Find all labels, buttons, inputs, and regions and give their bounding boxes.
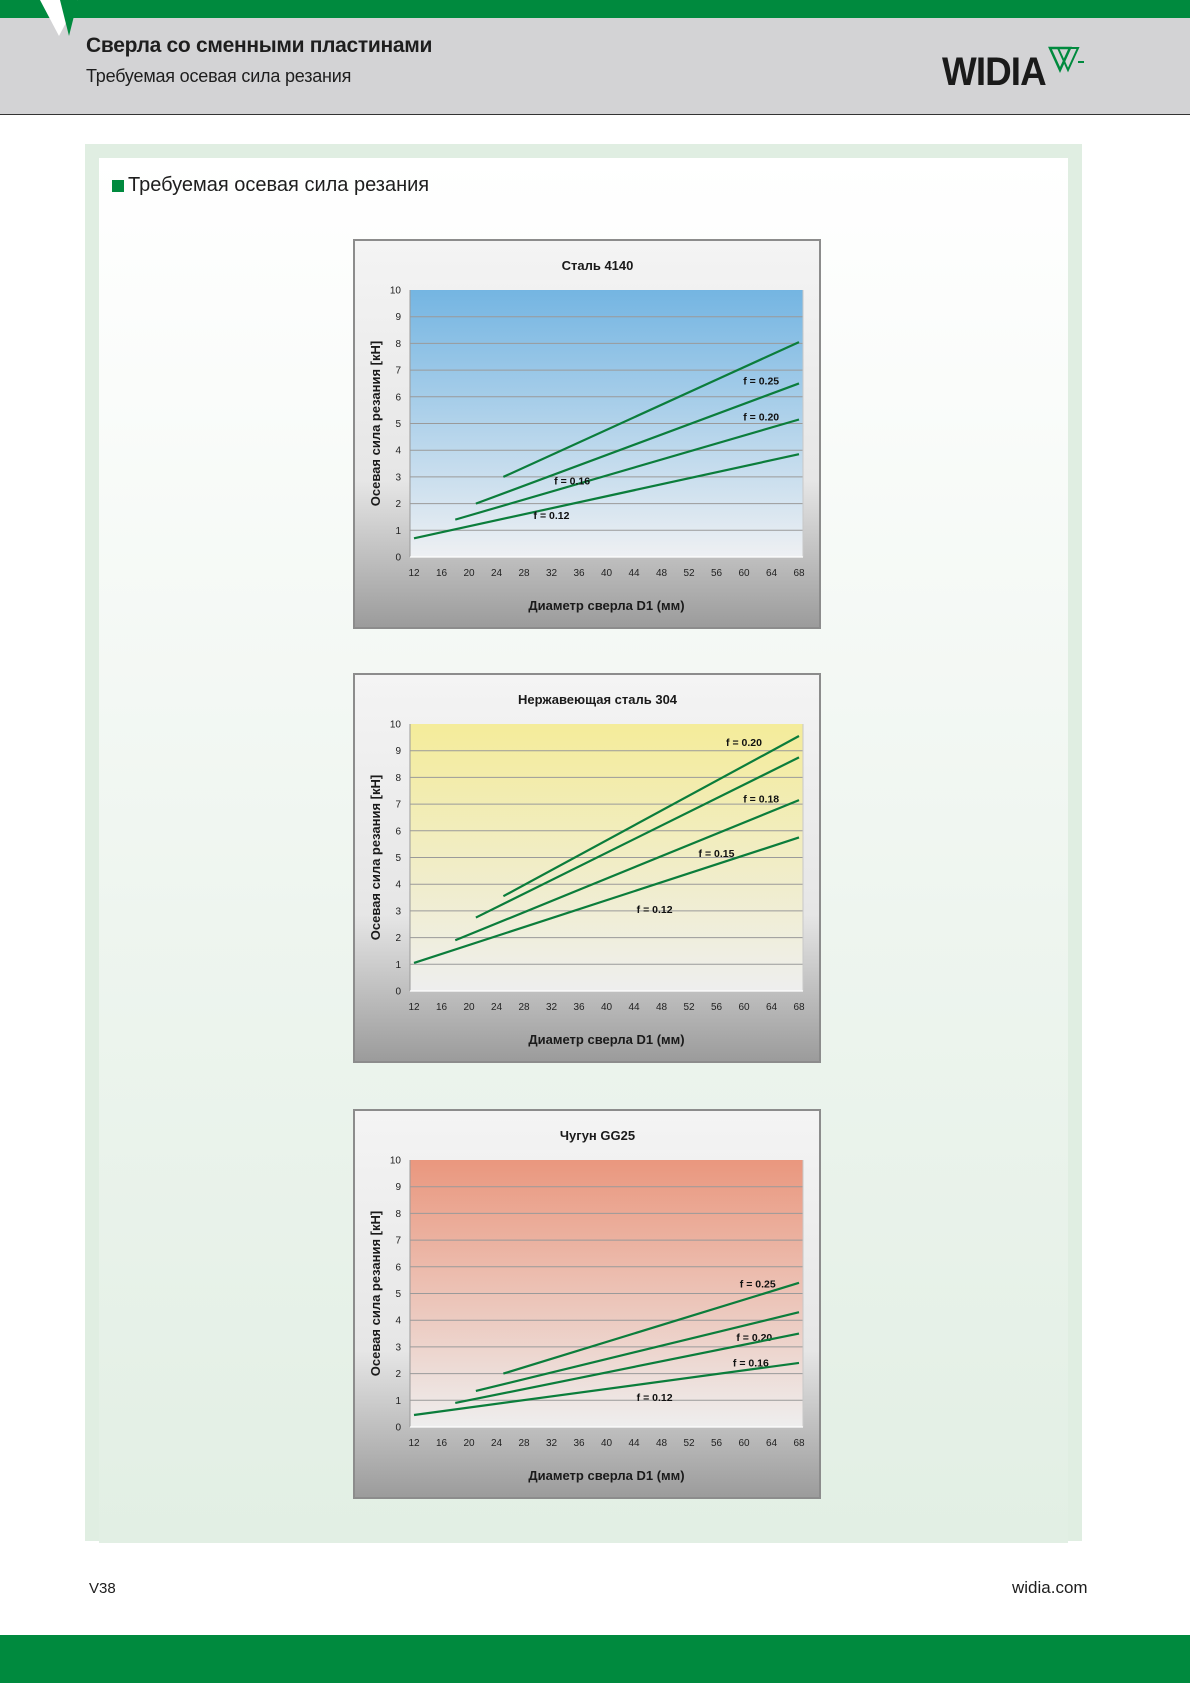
y-tick-label-1: 1 bbox=[395, 1395, 401, 1407]
x-tick-label-12: 12 bbox=[408, 568, 420, 579]
x-tick-label-44: 44 bbox=[628, 1002, 640, 1013]
section-title: Требуемая осевая сила резания bbox=[128, 174, 430, 196]
chart-steel-4140 bbox=[353, 239, 821, 629]
series-label-f-0-25: f = 0.25 bbox=[743, 375, 780, 388]
series-label-f-0-12: f = 0.12 bbox=[636, 1392, 673, 1405]
y-axis-title: Осевая сила резания [кН] bbox=[368, 340, 383, 507]
x-tick-label-44: 44 bbox=[628, 1438, 640, 1449]
x-tick-label-20: 20 bbox=[463, 1438, 475, 1449]
x-tick-label-20: 20 bbox=[463, 1002, 475, 1013]
x-tick-label-68: 68 bbox=[793, 1002, 805, 1013]
y-tick-label-8: 8 bbox=[395, 772, 401, 784]
x-tick-label-64: 64 bbox=[765, 568, 778, 579]
x-tick-label-64: 64 bbox=[765, 1002, 778, 1013]
y-tick-label-3: 3 bbox=[395, 1342, 401, 1354]
x-tick-label-44: 44 bbox=[628, 568, 640, 579]
x-tick-label-52: 52 bbox=[683, 568, 695, 579]
page-number: V38 bbox=[89, 1580, 116, 1597]
y-tick-label-0: 0 bbox=[395, 1422, 401, 1434]
y-tick-label-7: 7 bbox=[395, 365, 401, 377]
x-tick-label-64: 64 bbox=[765, 1438, 778, 1449]
y-tick-label-4: 4 bbox=[395, 445, 401, 457]
series-label-f-0-12: f = 0.12 bbox=[533, 510, 570, 523]
chart-title: Чугун GG25 bbox=[559, 1128, 636, 1143]
x-tick-label-36: 36 bbox=[573, 1002, 585, 1013]
series-label-f-0-20: f = 0.20 bbox=[726, 737, 762, 750]
x-tick-label-56: 56 bbox=[710, 1002, 723, 1013]
x-tick-label-68: 68 bbox=[793, 1438, 805, 1449]
chart-title: Сталь 4140 bbox=[561, 258, 634, 273]
x-tick-label-16: 16 bbox=[435, 1002, 448, 1013]
x-tick-label-60: 60 bbox=[738, 568, 750, 579]
bottom-brand-bar bbox=[0, 1635, 1190, 1683]
section-square-icon bbox=[112, 180, 124, 192]
x-tick-label-60: 60 bbox=[738, 1002, 750, 1013]
widia-mark-icon bbox=[1048, 46, 1088, 76]
y-tick-label-5: 5 bbox=[395, 853, 401, 864]
x-tick-label-56: 56 bbox=[710, 1438, 723, 1449]
corner-notch-green bbox=[60, 0, 78, 36]
x-axis-title: Диаметр сверла D1 (мм) bbox=[528, 1468, 685, 1483]
y-tick-label-6: 6 bbox=[395, 1262, 401, 1274]
series-label-f-0-12: f = 0.12 bbox=[636, 904, 673, 917]
y-tick-label-9: 9 bbox=[395, 1182, 401, 1194]
y-tick-label-10: 10 bbox=[389, 719, 401, 731]
y-tick-label-0: 0 bbox=[395, 552, 401, 564]
x-tick-label-16: 16 bbox=[435, 1438, 448, 1449]
y-tick-label-1: 1 bbox=[395, 525, 401, 537]
y-tick-label-5: 5 bbox=[395, 1289, 401, 1300]
top-brand-bar bbox=[0, 0, 1190, 18]
x-tick-label-68: 68 bbox=[793, 568, 805, 579]
y-tick-label-4: 4 bbox=[395, 879, 401, 891]
series-label-f-0-25: f = 0.25 bbox=[739, 1278, 776, 1291]
y-tick-label-6: 6 bbox=[395, 826, 401, 838]
y-tick-label-1: 1 bbox=[395, 959, 401, 971]
x-tick-label-16: 16 bbox=[435, 568, 448, 579]
x-tick-label-32: 32 bbox=[545, 568, 558, 579]
y-tick-label-0: 0 bbox=[395, 986, 401, 998]
x-tick-label-36: 36 bbox=[573, 568, 585, 579]
y-tick-label-3: 3 bbox=[395, 906, 401, 918]
x-tick-label-28: 28 bbox=[518, 1438, 530, 1449]
chart-stainless-304 bbox=[353, 673, 821, 1063]
y-tick-label-4: 4 bbox=[395, 1315, 401, 1327]
x-tick-label-48: 48 bbox=[655, 568, 668, 579]
x-tick-label-48: 48 bbox=[655, 1002, 668, 1013]
x-tick-label-24: 24 bbox=[490, 1002, 503, 1013]
x-tick-label-24: 24 bbox=[490, 568, 503, 579]
y-tick-label-8: 8 bbox=[395, 338, 401, 350]
page-title: Сверла со сменными пластинами bbox=[86, 34, 433, 57]
y-tick-label-10: 10 bbox=[389, 1155, 401, 1167]
chart-title: Нержавеющая сталь 304 bbox=[517, 692, 678, 707]
x-tick-label-48: 48 bbox=[655, 1438, 668, 1449]
x-tick-label-32: 32 bbox=[545, 1002, 558, 1013]
series-label-f-0-15: f = 0.15 bbox=[698, 847, 735, 860]
y-tick-label-9: 9 bbox=[395, 746, 401, 758]
x-tick-label-40: 40 bbox=[600, 1438, 613, 1449]
x-tick-label-24: 24 bbox=[490, 1438, 503, 1449]
y-tick-label-6: 6 bbox=[395, 392, 401, 404]
brand-name: WIDIA bbox=[942, 50, 1046, 94]
y-tick-label-2: 2 bbox=[395, 1369, 401, 1381]
site-link[interactable]: widia.com bbox=[1012, 1578, 1088, 1597]
series-label-f-0-20: f = 0.20 bbox=[736, 1332, 773, 1345]
x-tick-label-20: 20 bbox=[463, 568, 475, 579]
y-tick-label-7: 7 bbox=[395, 1235, 401, 1247]
x-tick-label-32: 32 bbox=[545, 1438, 558, 1449]
brand-logo bbox=[942, 46, 1092, 102]
y-tick-label-2: 2 bbox=[395, 933, 401, 945]
series-label-f-0-18: f = 0.18 bbox=[743, 793, 780, 806]
x-tick-label-56: 56 bbox=[710, 568, 723, 579]
series-label-f-0-16: f = 0.16 bbox=[554, 475, 591, 488]
y-tick-label-5: 5 bbox=[395, 419, 401, 430]
x-tick-label-12: 12 bbox=[408, 1438, 420, 1449]
x-tick-label-40: 40 bbox=[600, 1002, 613, 1013]
x-tick-label-52: 52 bbox=[683, 1438, 695, 1449]
y-tick-label-9: 9 bbox=[395, 312, 401, 324]
page-subtitle: Требуемая осевая сила резания bbox=[86, 66, 352, 86]
chart-cast-iron-gg25 bbox=[353, 1109, 821, 1499]
x-tick-label-36: 36 bbox=[573, 1438, 585, 1449]
y-axis-title: Осевая сила резания [кН] bbox=[368, 774, 383, 941]
y-tick-label-7: 7 bbox=[395, 799, 401, 811]
x-tick-label-28: 28 bbox=[518, 1002, 530, 1013]
x-tick-label-40: 40 bbox=[600, 568, 613, 579]
x-axis-title: Диаметр сверла D1 (мм) bbox=[528, 598, 685, 613]
x-tick-label-28: 28 bbox=[518, 568, 530, 579]
x-tick-label-60: 60 bbox=[738, 1438, 750, 1449]
x-axis-title: Диаметр сверла D1 (мм) bbox=[528, 1032, 685, 1047]
y-tick-label-8: 8 bbox=[395, 1208, 401, 1220]
series-label-f-0-16: f = 0.16 bbox=[732, 1357, 769, 1370]
x-tick-label-52: 52 bbox=[683, 1002, 695, 1013]
y-tick-label-2: 2 bbox=[395, 499, 401, 511]
y-tick-label-10: 10 bbox=[389, 285, 401, 297]
series-label-f-0-20: f = 0.20 bbox=[743, 411, 780, 424]
y-tick-label-3: 3 bbox=[395, 472, 401, 484]
x-tick-label-12: 12 bbox=[408, 1002, 420, 1013]
y-axis-title: Осевая сила резания [кН] bbox=[368, 1210, 383, 1377]
